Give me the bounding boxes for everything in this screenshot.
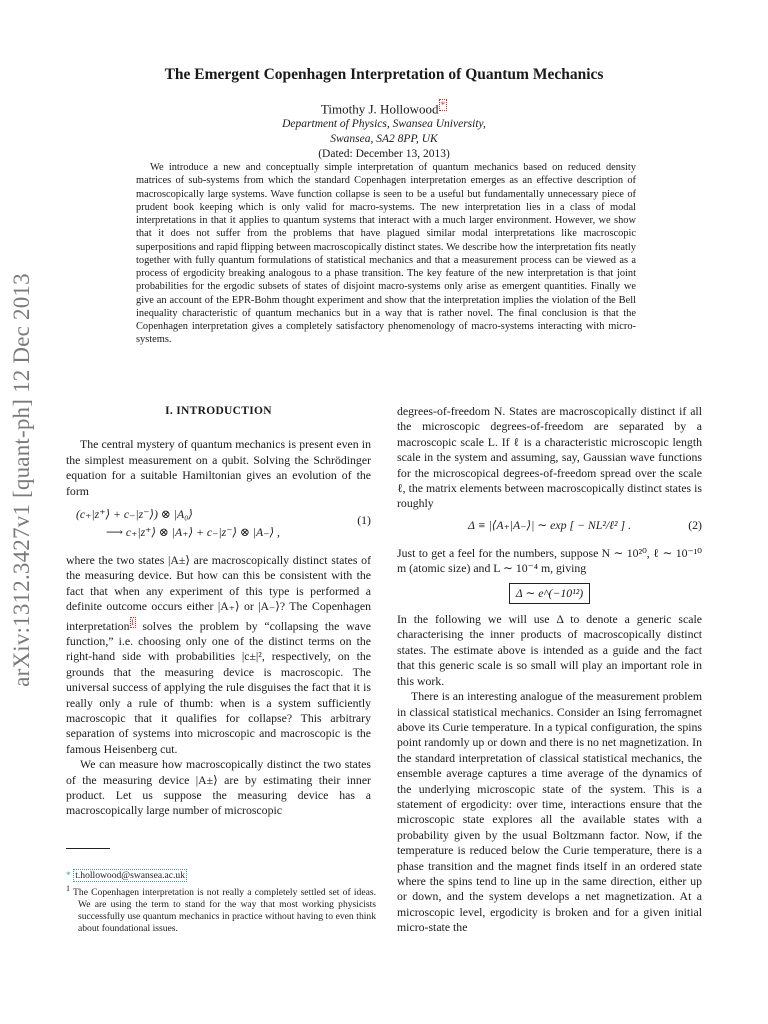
- email-footnote-mark: *: [66, 870, 71, 881]
- right-paragraph-4: There is an interesting analogue of the measurement problem in classical statistical mechanics. Consider an Ising ferromagnet above its Curie temperature. In a typical configuration, the spins point randomly up or down and there is no net magnetization. In the standard interpretation of classical statistical mechanics, the ensemble average captures a time average of the dynamics of the underlying microscopic state of the system. This is a statement of ergodicity: over time, interactions ensure that the microscopic state explores all the available states with a probability given by the usual Boltzmann factor. Now, if the temperature is reduced below the Curie temperature, there is a phase transition and the magnet finds itself in an ordered state where the spins tend to line up in the same direction, either up or down, and the system develops a net magnetization. At a microscopic level, ergodicity is broken and for a given initial micro-state the: [397, 689, 702, 935]
- right-paragraph-3: In the following we will use Δ to denote a generic scale characterising the inner products of macroscopically distinct states. The estimate above is intended as a guide and the fact that this generic scale is so small will play an important role in this work.: [397, 612, 702, 688]
- author-name: Timothy J. Hollowood: [320, 101, 439, 117]
- right-paragraph-1: degrees-of-freedom N. States are macroscopically distinct if all the microscopic degrees-of-freedom are separated by a macroscopic scale L. If ℓ is a characteristic microscopic length scale in the system and assuming, say, Gaussian wave functions for the microscopical degrees-of-freedom spread over the scale ℓ, the matrix elements between macroscopically distinct states is roughly: [397, 404, 702, 511]
- email-link[interactable]: t.hollowood@swansea.ac.uk: [75, 870, 186, 881]
- affiliation-line-1: Department of Physics, Swansea University,: [282, 118, 486, 131]
- right-paragraph-2: Just to get a feel for the numbers, suppose N ∼ 10²⁰, ℓ ∼ 10⁻¹⁰ m (atomic size) and L ∼ 10⁻⁴ m, giving: [397, 545, 702, 576]
- author-block: [80, 97, 688, 162]
- intro-paragraph-2: [66, 553, 371, 757]
- equation-2: [397, 518, 702, 540]
- boxed-estimate-text: Δ ∼ e^(−10¹²): [509, 583, 590, 604]
- equation-1-line-2: ⟶ c₊|z⁺⟩ ⊗ |A₊⟩ + c₋|z⁻⟩ ⊗ |A₋⟩ ,: [106, 525, 280, 540]
- equation-2-number: (2): [688, 517, 702, 532]
- boxed-estimate: [397, 583, 702, 604]
- footnotes: [66, 870, 376, 935]
- arxiv-sidebar: [0, 230, 44, 730]
- abstract: We introduce a new and conceptually simple interpretation of quantum mechanics based on reduced density matrices of sub-systems from which the standard Copenhagen interpretation emerges as an effective description of macroscopically large systems. Wave function collapse is seen to be a useful but fundamentally unnecessary piece of prudent book keeping which is only valid for macro-systems. The new interpretation lies in a class of modal interpretations in that it applies to quantum systems that interact with a much larger environment. However, we show that it does not suffer from the problems that have plagued similar modal interpretations like macroscopic superpositions and rapid flipping between macroscopically distinct states. We describe how the interpretation fits neatly together with fully quantum formulations of statistical mechanics and that a measurement process can be viewed as a process of ergodicity breaking analogous to a phase transition. The key feature of the new interpretation is that joint probabilities for the ergodic subsets of states of disjoint macro-systems only arise as emergent quantities. Finally we give an account of the EPR-Bohm thought experiment and show that the interpretation implies the violation of the Bell inequality characteristic of quantum mechanics but in a way that is rather novel. The final conclusion is that the Copenhagen interpretation gives a completely satisfactory phenomenology of macro-systems interacting with micro-systems.: [136, 162, 636, 346]
- footnote-rule: [66, 848, 110, 849]
- intro-paragraph-2-part-b: solves the problem by “collapsing the wave function,” i.e. choosing only one of the distinct terms on the right-hand side with probabilities |c±|², respectively, on the grounds that the measuring device is macroscopic. The universal success of applying the rule disguises the fact that it is really only a rule of thumb: when is a system sufficiently macroscopic that it qualifies for collapse? This arbitrary separation of systems into microscopic and macroscopic is the famous Heisenberg cut.: [66, 618, 371, 756]
- author-line: [80, 97, 688, 117]
- section-heading-introduction: I. INTRODUCTION: [165, 405, 272, 417]
- equation-2-body: Δ ≡ |⟨A₊|A₋⟩| ∼ exp [ − NL²/ℓ² ] .: [467, 517, 632, 532]
- footnote-email: [66, 870, 376, 882]
- footnote-1-text: The Copenhagen interpretation is not really a completely settled set of ideas. We are using the term to stand for the way that most working physicists successfully use quantum mechanics in practice without having to even think about foundational issues.: [73, 887, 376, 935]
- equation-1: [66, 505, 371, 547]
- equation-1-line-1: (c₊|z⁺⟩ + c₋|z⁻⟩) ⊗ |A₀⟩: [76, 507, 193, 522]
- footnote-1-mark: 1: [66, 884, 70, 893]
- right-column: [397, 404, 702, 936]
- arxiv-identifier: arXiv:1312.3427v1 [quant-ph] 12 Dec 2013: [9, 273, 34, 687]
- intro-paragraph-1: The central mystery of quantum mechanics is present even in the simplest measurement on a qubit. Solving the Schrödinger equation for a suitable Hamiltonian gives an evolution of the form: [66, 437, 371, 498]
- footnote-1-link[interactable]: 1: [130, 617, 135, 627]
- footnote-1: [66, 883, 376, 935]
- date-line: (Dated: December 13, 2013): [318, 148, 450, 161]
- paper-title: The Emergent Copenhagen Interpretation of Quantum Mechanics: [164, 66, 604, 83]
- equation-1-number: (1): [357, 513, 371, 528]
- left-column: [66, 404, 371, 819]
- intro-paragraph-2-part-a: where the two states |A±⟩ are macroscopically distinct states of the measuring device. But how can this be consistent with the fact that when any experiment of this type is performed a definite outcome occurs either |A₊⟩ or |A₋⟩? The Copenhagen interpretation: [66, 553, 371, 633]
- author-footnote-link[interactable]: *: [440, 100, 446, 110]
- intro-paragraph-3: We can measure how macroscopically distinct the two states of the measuring device |A±⟩ are by estimating their inner product. Let us suppose the measuring device has a macroscopically large number of microscopic: [66, 757, 371, 818]
- affiliation-line-2: Swansea, SA2 8PP, UK: [330, 133, 438, 146]
